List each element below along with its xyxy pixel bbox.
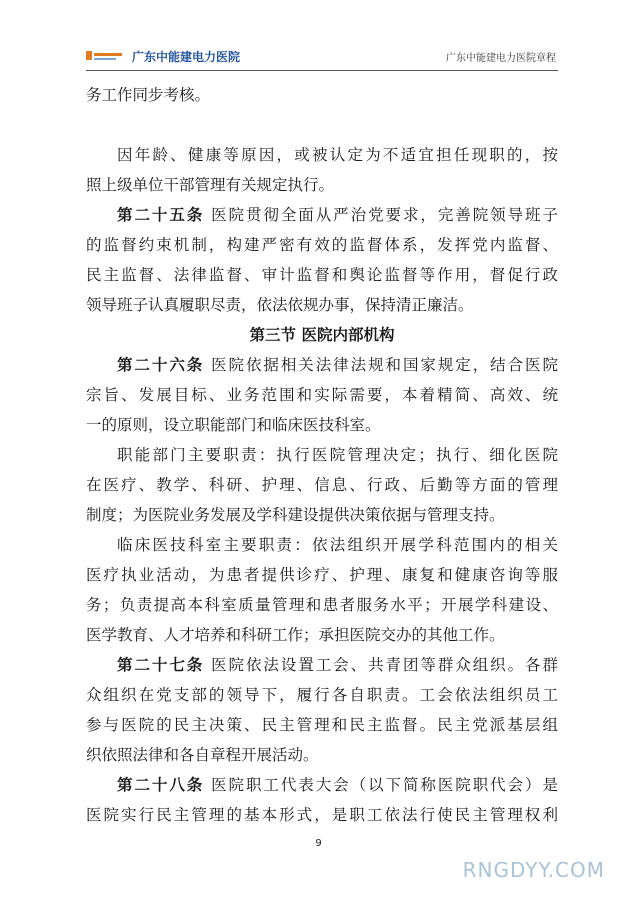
text-span: 医院贯彻全面从严治党要求，完善院领导班子 [204,206,558,224]
text-span: 医院依据相关法律法规和国家规定，结合医院 [204,356,558,374]
page-header [86,44,556,68]
text-line: 务；负责提高本科室质量管理和患者服务水平；开展学科建设、 [86,596,558,614]
article-label: 第二十八条 [117,775,205,794]
article-26 [86,350,558,380]
text-line: 临床医技科室主要职责：依法组织开展学科范围内的相关 [117,536,558,554]
article-label: 第二十五条 [117,205,205,224]
text-line: 医院实行民主管理的基本形式，是职工依法行使民主管理权利 [86,806,558,824]
document-title: 广东中能建电力医院章程 [446,52,556,64]
text-line: 在医疗、教学、科研、护理、信息、行政、后勤等方面的管理 [86,476,558,494]
text-span: 医院职工代表大会（以下简称医院职代会）是 [204,776,558,794]
text-line: 宗旨、发展目标、业务范围和实际需要，本着精简、高效、统 [86,386,558,404]
page-number: 9 [315,838,322,849]
text-line: 因年龄、健康等原因，或被认定为不适宜担任现职的，按 [117,146,558,164]
header-divider [86,70,558,71]
text-span: 医院依法设置工会、共青团等群众组织。各群 [204,656,558,674]
text-line: 民主监督、法律监督、审计监督和舆论监督等作用，督促行政 [86,266,558,284]
hospital-logo-icon [86,49,124,63]
text-line: 领导班子认真履职尽责，依法依规办事，保持清正廉洁。 [86,296,474,314]
article-label: 第二十七条 [117,655,205,674]
document-body [86,80,558,830]
article-27 [86,650,558,680]
text-line: 照上级单位干部管理有关规定执行。 [86,176,335,194]
text-line: 一的原则，设立职能部门和临床医技科室。 [86,416,381,434]
text-line: 职能部门主要职责：执行医院管理决定；执行、细化医院 [117,446,558,464]
watermark: RNGDYY.COM [462,858,605,882]
text-line: 织依照法律和各自章程开展活动。 [86,746,319,764]
article-28 [86,770,558,800]
text-line: 医疗执业活动，为患者提供诊疗、护理、康复和健康咨询等服 [86,566,558,584]
article-25 [86,200,558,230]
section-heading: 第三节 医院内部机构 [249,326,395,344]
hospital-name: 广东中能建电力医院 [132,49,241,64]
text-line: 医学教育、人才培养和科研工作；承担医院交办的其他工作。 [86,626,505,644]
article-label: 第二十六条 [117,355,205,374]
text-line: 制度；为医院业务发展及学科建设提供决策依据与管理支持。 [86,506,505,524]
text-line: 参与医院的民主决策、民主管理和民主监督。民主党派基层组 [86,716,558,734]
text-line: 的监督约束机制，构建严密有效的监督体系，发挥党内监督、 [86,236,558,254]
text-line: 务工作同步考核。 [86,86,211,104]
text-line: 众组织在党支部的领导下，履行各自职责。工会依法组织员工 [86,686,558,704]
